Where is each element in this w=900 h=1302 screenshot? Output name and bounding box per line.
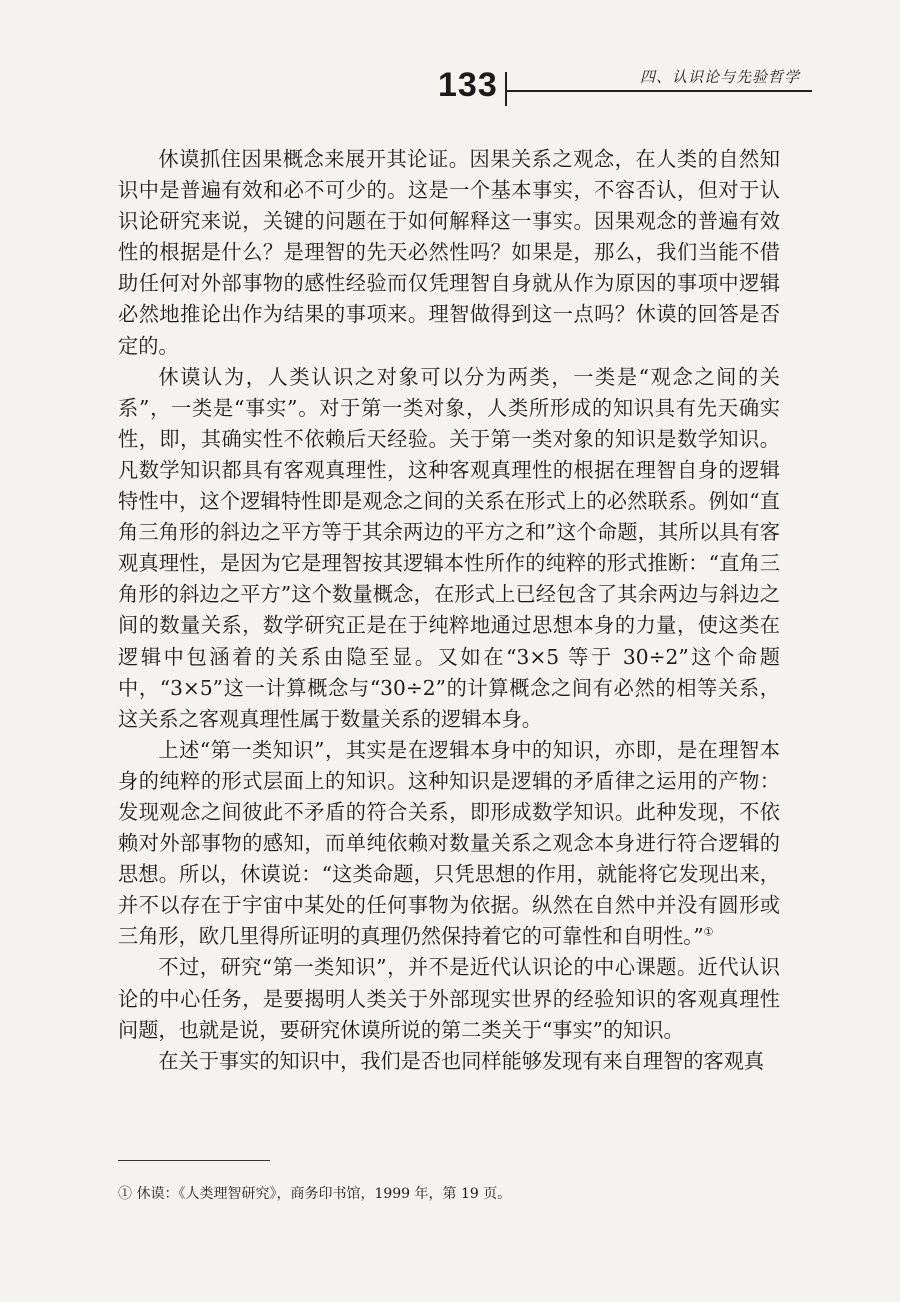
paragraph-1: 休谟抓住因果概念来展开其论证。因果关系之观念，在人类的自然知识中是普遍有效和必不可少的。这是一个基本事实，不容否认，但对于认识论研究来说，关键的问题在于如何解释这一事实。因果观念的普遍有效性的根据是什么？是理智的先天必然性吗？如果是，那么，我们当能不借助任何对外部事物的感性经验而仅凭理智自身就从作为原因的事项中逻辑必然地推论出作为结果的事项来。理智做得到这一点吗？休谟的回答是否定的。 [118,147,780,358]
paragraph-3-text: 上述“第一类知识”，其实是在逻辑本身中的知识，亦即，是在理智本身的纯粹的形式层面上的知识。这种知识是逻辑的矛盾律之运用的产物：发现观念之间彼此不矛盾的符合关系，即形成数学知识。此种发现，不依赖对外部事物的感知，而单纯依赖对数量关系之观念本身进行符合逻辑的思想。所以，休谟说：“这类命题，只凭思想的作用，就能将它发现出来，并不以存在于宇宙中某处的任何事物为依据。纵然在自然中并没有圆形或三角形，欧几里得所证明的真理仍然保持着它的可靠性和自明性。” [118,737,780,949]
paragraph-4: 不过，研究“第一类知识”，并不是近代认识论的中心课题。近代认识论的中心任务，是要揭明人类关于外部现实世界的经验知识的客观真理性问题，也就是说，要研究休谟所说的第二类关于“事实”的知识。 [118,955,780,1042]
running-head: 四、认识论与先验哲学 [640,68,801,86]
footnote: ① 休谟：《人类理智研究》，商务印书馆，1999 年，第 19 页。 [118,1186,512,1202]
footnote-separator [118,1160,270,1161]
paragraph-5: 在关于事实的知识中，我们是否也同样能够发现有来自理智的客观真 [158,1048,765,1073]
body-text [118,144,780,1077]
header-rule [505,90,812,92]
page-number: 133 [438,66,498,104]
footnote-marker: ① [703,925,714,939]
page-header [0,0,900,120]
paragraph-2: 休谟认为，人类认识之对象可以分为两类，一类是“观念之间的关系”，一类是“事实”。对于第一类对象，人类所形成的知识具有先天确实性，即，其确实性不依赖后天经验。关于第一类对象的知识是数学知识。凡数学知识都具有客观真理性，这种客观真理性的根据在理智自身的逻辑特性中，这个逻辑特性即是观念之间的关系在形式上的必然联系。例如“直角三角形的斜边之平方等于其余两边的平方之和”这个命题，其所以具有客观真理性，是因为它是理智按其逻辑本性所作的纯粹的形式推断：“直角三角形的斜边之平方”这个数量概念，在形式上已经包含了其余两边与斜边之间的数量关系，数学研究正是在于纯粹地通过思想本身的力量，使这类在逻辑中包涵着的关系由隐至显。又如在“3×5 等于 30÷2”这个命题中，“3×5”这一计算概念与“30÷2”的计算概念之间有必然的相等关系，这关系之客观真理性属于数量关系的逻辑本身。 [118,364,780,731]
paragraph-3 [118,735,780,953]
header-divider [505,72,507,106]
